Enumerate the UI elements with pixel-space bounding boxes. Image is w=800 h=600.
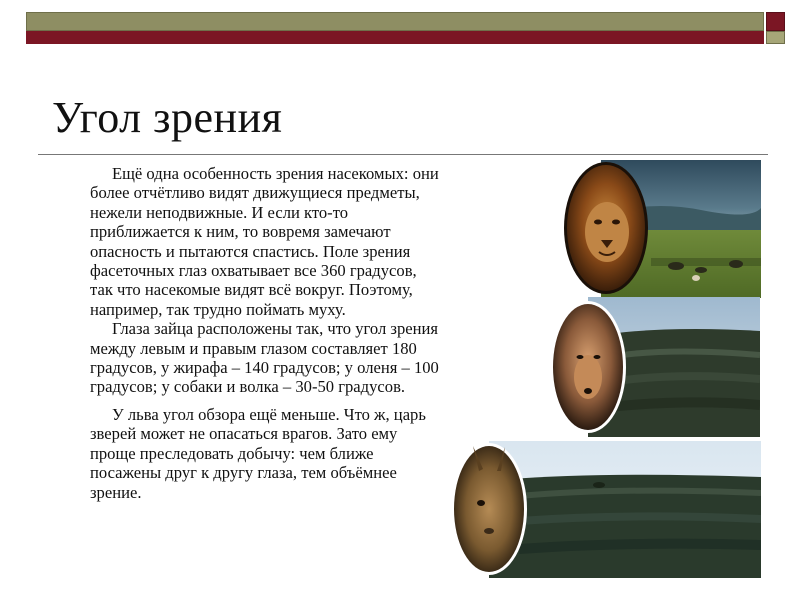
wolf-photo xyxy=(548,297,760,437)
paragraph-lion: У льва угол обзора ещё меньше. Что ж, царь зверей может не опасаться врагов. Зато ему проще преследовать добычу: чем ближе посажены друг к другу глаза, тем объёмнее зрение. xyxy=(90,404,426,502)
slide-title: Угол зрения xyxy=(52,93,283,142)
title-divider xyxy=(38,154,768,155)
top-bar-olive xyxy=(26,12,764,31)
body-text xyxy=(90,164,440,502)
lion-photo xyxy=(561,160,761,298)
paragraph-insects: Ещё одна особенность зрения насекомых: они более отчётливо видят движущиеся предметы, нежели неподвижные. И если кто-то приближается к ним, то вовремя замечают опасность и пытаются спастись. Поле зрения фасеточных глаз охватывает все 360 градусов, так что насекомые видят всё вокруг. Поэтому, например, так трудно поймать муху. xyxy=(90,164,439,319)
corner-square-olive xyxy=(766,31,785,44)
top-bar-maroon xyxy=(26,31,764,44)
hare-photo xyxy=(449,441,761,578)
paragraph-hare: Глаза зайца расположены так, что угол зрения между левым и правым глазом составляет 180 градусов, у жирафа – 140 градусов; у оленя – 100 градусов; у собаки и волка – 30-50 градусов. xyxy=(90,319,439,397)
corner-square-maroon xyxy=(766,12,785,31)
